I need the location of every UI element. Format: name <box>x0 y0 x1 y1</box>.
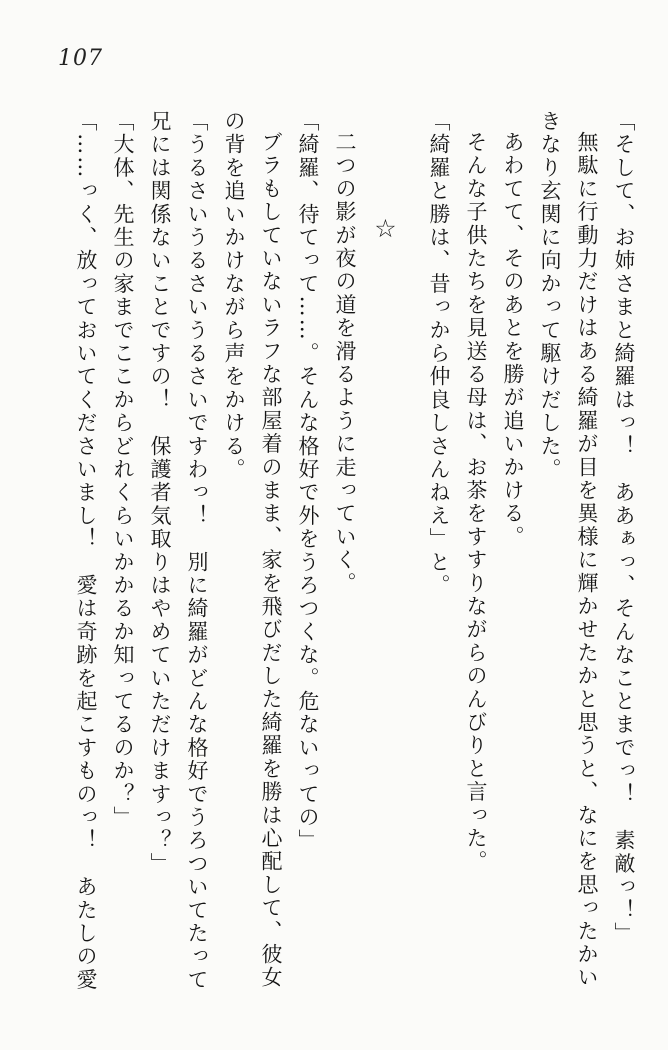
novel-text-block <box>26 110 642 1002</box>
paragraph-narration: あわてて、そのあとを勝が追いかける。 <box>501 131 525 549</box>
paragraph-narration: ブラもしていないラフな部屋着のまま、家を飛びだした綺羅を勝は心配して、彼女の背を追いかけながら声をかける。 <box>222 110 283 990</box>
paragraph-dialogue: 「大体、先生の家までここからどれくらいかかるか知ってるのか？」 <box>111 110 135 830</box>
page-number: 107 <box>58 46 103 71</box>
paragraph-narration: そんな子供たちを見送る母は、お茶をすすりながらのんびりと言った。 <box>464 131 488 874</box>
paragraph-dialogue: 「綺羅と勝は、昔っから仲良しさんねえ」と。 <box>427 110 451 598</box>
section-divider-star: ☆ <box>371 214 400 246</box>
paragraph-dialogue: 「そして、お姉さまと綺羅はっ！ ああぁっ、そんなことまでっ！ 素敵っ！」 <box>612 110 636 946</box>
paragraph-dialogue: 「うるさいうるさいうるさいですわっ！ 別に綺羅がどんな格好でうろついてたって兄には関係ないことですの！ 保護者気取りはやめていただけますっ？」 <box>148 110 209 992</box>
paragraph-dialogue: 「……っく、放っておいてくださいまし！ 愛は奇跡を起こすものっ！ あたしの愛 <box>74 110 98 992</box>
paragraph-narration: 無駄に行動力だけはある綺羅が目を異様に輝かせたかと思うと、なにを思ったかいきなり玄関に向かって駆けだした。 <box>538 110 599 990</box>
paragraph-narration: 二つの影が夜の道を滑るように走っていく。 <box>333 131 357 595</box>
paragraph-dialogue: 「綺羅、待てって……。そんな格好で外をうろつくな。危ないっての」 <box>296 110 320 853</box>
